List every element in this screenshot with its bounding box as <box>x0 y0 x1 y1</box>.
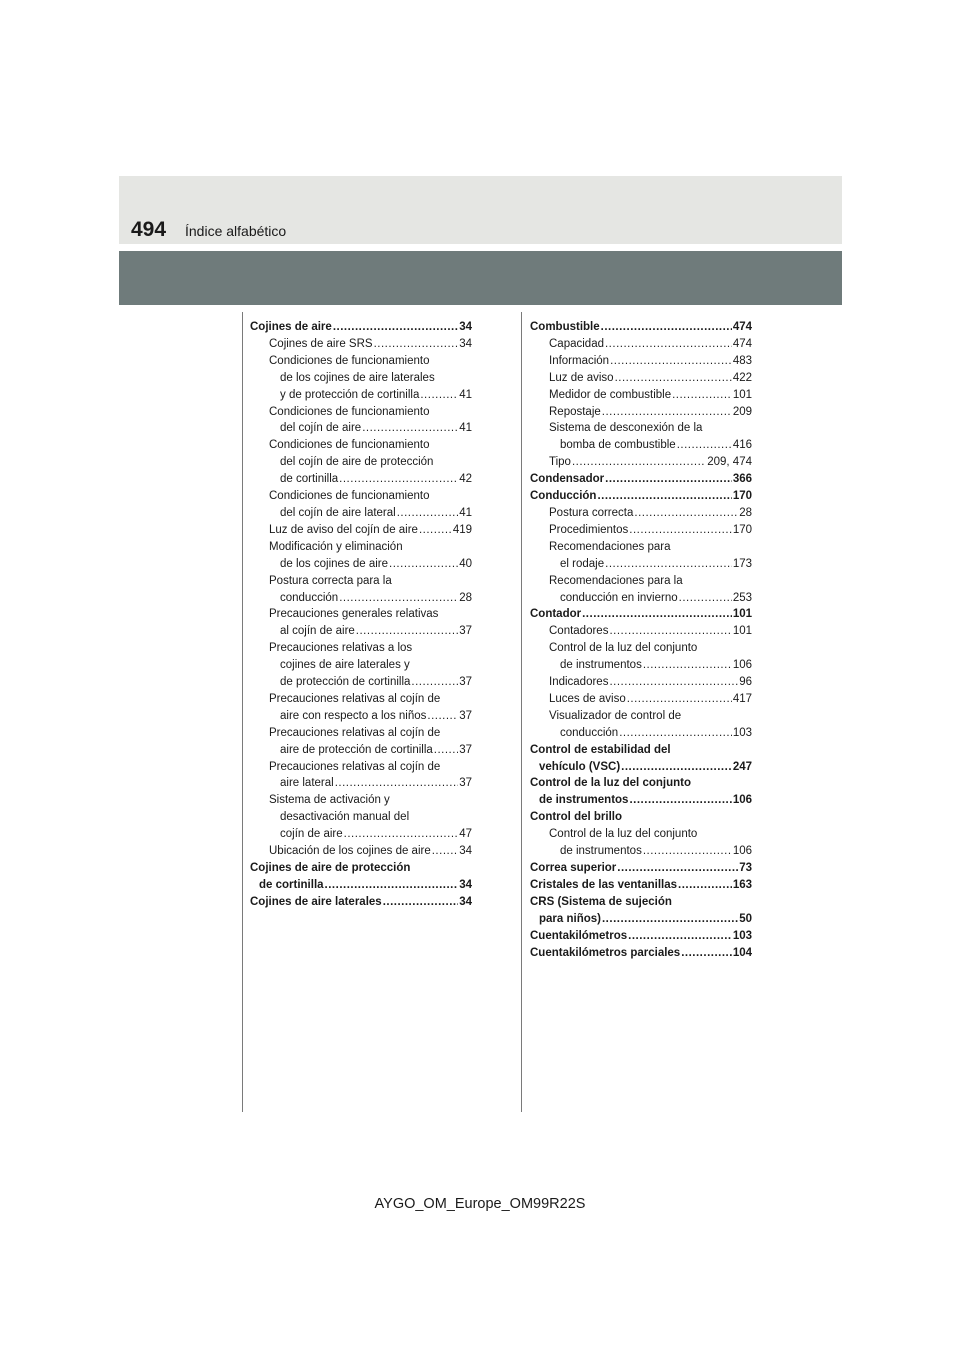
index-subentry <box>250 404 472 438</box>
entry-text: cojines de aire laterales y <box>280 659 410 672</box>
entry-page-number: 170 <box>732 523 752 536</box>
entry-text: de los cojines de aire <box>280 557 389 570</box>
index-subentry <box>530 370 752 387</box>
dot-leader <box>643 657 732 674</box>
entry-page-number: 37 <box>459 743 472 756</box>
index-subentry <box>530 387 752 404</box>
entry-page-number: 247 <box>732 760 752 773</box>
dot-leader <box>389 556 458 573</box>
entry-page-number: 73 <box>739 862 752 874</box>
entry-text: aire de protección de cortinilla <box>280 743 433 756</box>
entry-text: Cojines de aire SRS <box>269 337 373 350</box>
index-subentry <box>530 539 752 573</box>
entry-text: aire lateral <box>280 777 334 790</box>
entry-page-number: 37 <box>459 777 472 790</box>
index-subentry <box>530 353 752 370</box>
entry-page-number: 96 <box>739 676 752 689</box>
dot-leader <box>628 928 732 945</box>
entry-text: de instrumentos <box>539 794 629 807</box>
entry-text: Cristales de las ventanillas <box>530 878 678 891</box>
dot-leader <box>362 420 458 437</box>
dot-leader <box>681 945 732 962</box>
index-subentry <box>530 505 752 522</box>
dot-leader <box>335 775 459 792</box>
entry-text: Conducción <box>530 490 597 503</box>
entry-text: Correa superior <box>530 862 617 874</box>
entry-text: Capacidad <box>549 337 604 350</box>
column-divider-right <box>521 312 522 1112</box>
index-subentry <box>250 488 472 522</box>
entry-text: Combustible <box>530 321 600 333</box>
entry-text: de los cojines de aire laterales <box>280 371 435 384</box>
dot-leader <box>609 623 731 640</box>
entry-page-number: 474 <box>732 337 752 350</box>
entry-text: conducción <box>560 726 619 739</box>
entry-text: Condiciones de funcionamiento <box>269 490 430 503</box>
entry-text: Postura correcta para la <box>269 574 392 587</box>
dot-leader <box>411 674 458 691</box>
entry-text: Medidor de combustible <box>549 388 672 401</box>
dot-leader <box>672 387 732 404</box>
entry-text: de instrumentos <box>560 659 642 672</box>
index-subentry <box>530 708 752 742</box>
entry-text: Información <box>549 354 610 367</box>
entry-page-number: 101 <box>732 388 752 401</box>
entry-text: Contadores <box>549 625 609 638</box>
dot-leader <box>602 911 738 928</box>
dot-leader <box>325 877 459 894</box>
index-entry <box>530 775 752 809</box>
index-subentry <box>250 691 472 725</box>
entry-text: aire con respecto a los niños <box>280 709 427 722</box>
entry-text: Sistema de desconexión de la <box>549 422 703 435</box>
page-header <box>119 176 842 244</box>
entry-text: del cojín de aire <box>280 422 362 435</box>
entry-text: Control del brillo <box>530 811 622 824</box>
entry-text: Control de la luz del conjunto <box>549 642 698 655</box>
index-subentry <box>250 725 472 759</box>
dot-leader <box>374 336 459 353</box>
dot-leader <box>634 505 738 522</box>
index-entry <box>530 945 752 962</box>
index-entry <box>530 894 752 928</box>
index-subentry <box>530 691 752 708</box>
index-subentry <box>250 640 472 691</box>
index-entry <box>530 742 752 776</box>
entry-text: cojín de aire <box>280 828 343 841</box>
entry-text: el rodaje <box>560 557 605 570</box>
dot-leader <box>605 336 732 353</box>
index-subentry <box>530 640 752 674</box>
entry-text: Cuentakilómetros <box>530 929 628 942</box>
entry-page-number: 163 <box>732 878 752 891</box>
entry-page-number: 28 <box>459 591 472 604</box>
entry-page-number: 41 <box>459 422 472 435</box>
dot-leader <box>602 404 732 421</box>
entry-page-number: 474 <box>732 321 752 333</box>
index-subentry <box>530 522 752 539</box>
entry-page-number: 170 <box>732 490 752 503</box>
entry-text: Cojines de aire laterales <box>250 895 382 908</box>
entry-text: de cortinilla <box>259 878 324 891</box>
index-entry <box>530 488 752 505</box>
index-subentry <box>250 437 472 488</box>
index-entry <box>250 894 472 911</box>
entry-page-number: 37 <box>459 625 472 638</box>
entry-text: Visualizador de control de <box>549 709 682 722</box>
entry-text: Procedimientos <box>549 523 629 536</box>
entry-text: al cojín de aire <box>280 625 355 638</box>
entry-page-number: 40 <box>459 557 472 570</box>
entry-text: Condensador <box>530 473 605 486</box>
dot-leader <box>344 826 459 843</box>
entry-page-number: 28 <box>739 506 752 519</box>
dot-leader <box>339 471 458 488</box>
index-subentry <box>250 843 472 860</box>
entry-text: del cojín de aire lateral <box>280 506 396 519</box>
entry-text: del cojín de aire de protección <box>280 456 434 469</box>
entry-page-number: 34 <box>459 321 472 333</box>
entry-page-number: 104 <box>732 946 752 959</box>
entry-text: de instrumentos <box>560 845 642 858</box>
index-entry <box>250 319 472 336</box>
dot-leader <box>339 590 458 607</box>
dot-leader <box>397 505 458 522</box>
entry-page-number: 417 <box>732 692 752 705</box>
index-subentry <box>250 606 472 640</box>
index-subentry <box>250 353 472 404</box>
index-subentry <box>530 826 752 860</box>
dot-leader <box>629 792 731 809</box>
index-subentry <box>530 674 752 691</box>
entry-text: Luz de aviso <box>549 371 614 384</box>
entry-page-number: 34 <box>459 878 472 891</box>
index-subentry <box>530 454 752 471</box>
entry-page-number: 422 <box>732 371 752 384</box>
entry-text: bomba de combustible <box>560 439 676 452</box>
index-subentry <box>250 792 472 843</box>
dot-leader <box>678 877 732 894</box>
index-entry <box>250 860 472 894</box>
index-subentry <box>530 420 752 454</box>
dot-leader <box>356 623 458 640</box>
entry-text: Recomendaciones para la <box>549 574 683 587</box>
entry-page-number: 103 <box>732 929 752 942</box>
page-number: 494 <box>131 218 167 241</box>
index-entry <box>530 606 752 623</box>
header-band <box>119 251 842 305</box>
index-entry <box>530 319 752 336</box>
entry-page-number: 173 <box>732 557 752 570</box>
dot-leader <box>605 556 732 573</box>
entry-text: Cojines de aire de protección <box>250 862 411 874</box>
entry-text: Condiciones de funcionamiento <box>269 439 430 452</box>
entry-text: Modificación y eliminación <box>269 540 403 553</box>
entry-page-number: 106 <box>732 659 752 672</box>
entry-text: Luz de aviso del cojín de aire <box>269 523 418 536</box>
index-subentry <box>530 573 752 607</box>
dot-leader <box>434 742 458 759</box>
entry-text: Precauciones relativas al cojín de <box>269 692 441 705</box>
entry-text: Luces de aviso <box>549 692 626 705</box>
entry-text: Condiciones de funcionamiento <box>269 354 430 367</box>
dot-leader <box>419 522 452 539</box>
index-subentry <box>250 573 472 607</box>
entry-text: Postura correcta <box>549 506 634 519</box>
index-subentry <box>250 759 472 793</box>
entry-text: Control de la luz del conjunto <box>530 777 691 790</box>
entry-page-number: 366 <box>732 473 752 486</box>
dot-leader <box>597 488 731 505</box>
dot-leader <box>621 759 732 776</box>
index-subentry <box>250 539 472 573</box>
dot-leader <box>432 843 458 860</box>
entry-page-number: 34 <box>459 845 472 858</box>
index-subentry <box>530 336 752 353</box>
entry-text: Precauciones relativas al cojín de <box>269 760 441 773</box>
index-subentry <box>530 404 752 421</box>
dot-leader <box>629 522 732 539</box>
dot-leader <box>383 894 459 911</box>
entry-text: Cojines de aire <box>250 321 332 333</box>
entry-page-number: 103 <box>732 726 752 739</box>
entry-page-number: 42 <box>459 473 472 486</box>
index-column-right <box>530 319 752 961</box>
entry-text: y de protección de cortinilla <box>280 388 420 401</box>
dot-leader <box>679 590 732 607</box>
entry-text: Condiciones de funcionamiento <box>269 405 430 418</box>
entry-text: de cortinilla <box>280 473 339 486</box>
index-entry <box>530 877 752 894</box>
document-code: AYGO_OM_Europe_OM99R22S <box>374 1196 586 1212</box>
dot-leader <box>572 454 706 471</box>
dot-leader <box>609 674 738 691</box>
index-column-left <box>250 319 472 911</box>
entry-page-number: 483 <box>732 354 752 367</box>
index-entry <box>530 860 752 877</box>
index-subentry <box>250 336 472 353</box>
dot-leader <box>601 319 732 336</box>
dot-leader <box>619 725 732 742</box>
entry-page-number: 101 <box>732 608 752 621</box>
entry-text: Contador <box>530 608 582 621</box>
entry-text: Indicadores <box>549 676 609 689</box>
entry-page-number: 41 <box>459 388 472 401</box>
dot-leader <box>627 691 732 708</box>
page-title: Índice alfabético <box>185 223 287 239</box>
dot-leader <box>617 860 738 877</box>
index-entry <box>530 471 752 488</box>
entry-text: Control de estabilidad del <box>530 743 671 756</box>
entry-text: Repostaje <box>549 405 601 418</box>
entry-page-number: 209, 474 <box>707 456 752 469</box>
dot-leader <box>643 843 732 860</box>
dot-leader <box>420 387 458 404</box>
entry-text: vehículo (VSC) <box>539 760 621 773</box>
column-divider-left <box>242 312 243 1112</box>
entry-page-number: 37 <box>459 676 472 689</box>
entry-text: Sistema de activación y <box>269 794 390 807</box>
dot-leader <box>582 606 732 623</box>
entry-text: Tipo <box>549 456 571 469</box>
entry-page-number: 34 <box>459 337 472 350</box>
entry-page-number: 41 <box>459 506 472 519</box>
entry-text: Recomendaciones para <box>549 540 671 553</box>
index-entry <box>530 809 752 826</box>
entry-page-number: 47 <box>459 828 472 841</box>
entry-text: Cuentakilómetros parciales <box>530 946 681 959</box>
index-subentry <box>250 522 472 539</box>
entry-text: CRS (Sistema de sujeción <box>530 895 672 908</box>
dot-leader <box>333 319 458 336</box>
dot-leader <box>427 708 458 725</box>
entry-text: conducción en invierno <box>560 591 678 604</box>
dot-leader <box>610 353 732 370</box>
index-subentry <box>530 623 752 640</box>
entry-page-number: 34 <box>459 895 472 908</box>
entry-page-number: 106 <box>732 845 752 858</box>
entry-page-number: 101 <box>732 625 752 638</box>
entry-page-number: 419 <box>452 523 472 536</box>
entry-page-number: 106 <box>732 794 752 807</box>
entry-text: Precauciones generales relativas <box>269 608 439 621</box>
entry-page-number: 416 <box>732 439 752 452</box>
entry-page-number: 209 <box>732 405 752 418</box>
entry-text: Precauciones relativas al cojín de <box>269 726 441 739</box>
entry-text: Ubicación de los cojines de aire <box>269 845 431 858</box>
entry-text: conducción <box>280 591 339 604</box>
entry-page-number: 50 <box>739 912 752 925</box>
entry-text: desactivación manual del <box>280 811 410 824</box>
entry-text: Control de la luz del conjunto <box>549 828 698 841</box>
dot-leader <box>605 471 732 488</box>
dot-leader <box>677 437 732 454</box>
entry-text: para niños) <box>539 912 601 925</box>
entry-page-number: 37 <box>459 709 472 722</box>
dot-leader <box>615 370 732 387</box>
entry-text: de protección de cortinilla <box>280 676 411 689</box>
index-entry <box>530 928 752 945</box>
entry-page-number: 253 <box>732 591 752 604</box>
entry-text: Precauciones relativas a los <box>269 642 413 655</box>
